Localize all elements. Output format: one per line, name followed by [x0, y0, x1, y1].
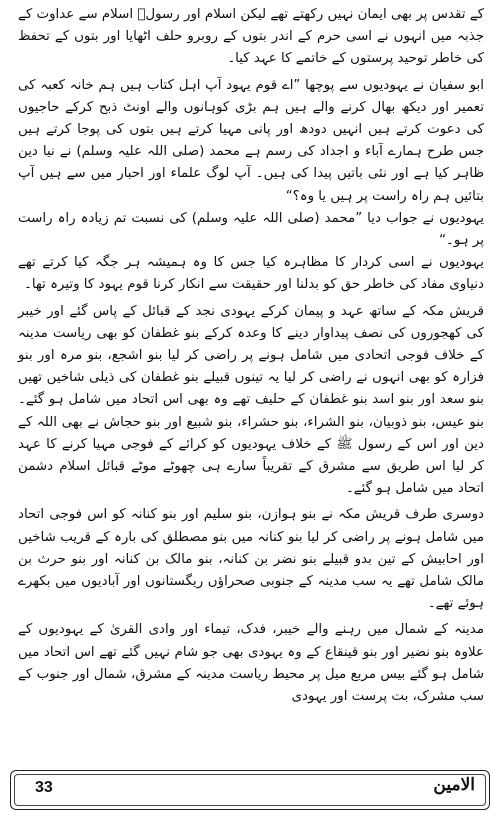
paragraph-1: کے تقدس پر بھی ایمان نہیں رکھتے تھے لیکن اسلام اور رسولؐ اسلام سے عداوت کے جذبہ میں انہوں نے اسی حرم کے اندر بتوں کے روبرو حلف اٹھایا اور بتوں کے تحفظ کی خاطر توحید پرستوں کے خاتمے کا عہد کیا۔ [18, 7, 484, 67]
paragraph-5: قریش مکہ کے ساتھ عہد و پیمان کرکے یہودی نجد کے قبائل کے پاس گئے اور خیبر کی کھجوروں کی نصف پیداوار دینے کا وعدہ کرکے بنو غطفان کو بھی ریاست مدینہ کے خلاف فوجی اتحادی میں شامل ہونے پر راضی کر لیا بنو اشجع، بنو مرہ اور بنو فزارہ کو بھی انہوں نے راضی کر لیا یہ تینوں قبیلے بنو غطفان کی ذیلی شاخیں تھیں بنو سعد اور بنو اسد بنو غطفان کے حلیف تھے وہ بھی اس اتحاد میں شامل ہو گئے۔ بنو عیس، بنو ذوبیان، بنو الشراء، بنو حشراء، بنو شبیع اور بنو حجاش نے بھی اللہ کے دین اور اس کے رسول ﷺ کے خلاف یہودیوں کو کرائے کے فوجی مہیا کرنے کا عہد کر لیا اس طریق سے مشرق کے تقریباً سارے ہی چھوٹے موٹے قبائل اسلام دشمن اتحاد میں شامل ہو گئے۔ [18, 303, 484, 497]
paragraph-4: یہودیوں نے اسی کردار کا مظاہرہ کیا جس کا وہ ہمیشہ ہر جگہ کیا کرتے تھے دنیاوی مفاد کی خاطر حق کو بدلنا اور حقیقت سے انکار کرنا قوم یہود کا وتیرہ تھا۔ [18, 255, 484, 293]
page-number: 33 [35, 779, 53, 796]
magazine-logo: الامین [433, 775, 475, 795]
article-body [18, 4, 484, 708]
footer-frame [14, 774, 486, 806]
paragraph-6: دوسری طرف قریش مکہ نے بنو ہوازن، بنو سلیم اور بنو کنانہ کو اس فوجی اتحاد میں شامل ہونے پر راضی کر لیا بنو کنانہ میں بنو مصطلق کی بارہ کے قریب شاخیں اور احابیش کے تین بدو قبیلے بنو نضر بن کنانہ، بنو مالک بن کنانہ اور بنو حرث بن مالک شامل تھے یہ سب مدینہ کے جنوبی صحراؤں ریگستانوں اور آبادیوں میں بکھرے ہوئے تھے۔ [18, 507, 484, 612]
paragraph-3: یہودیوں نے جواب دیا ”محمد (صلی اللہ علیہ وسلم) کی نسبت تم زیادہ راہ راست پر ہو۔“ [18, 210, 484, 249]
paragraph-7: مدینہ کے شمال میں رہنے والے خیبر، فدک، تیماء اور وادی القریٰ کے یہودیوں کے علاوہ بنو نضیر اور بنو قینقاع کے وہ یہودی بھی جو شام نہیں گئے تھے اس اتحاد میں شامل ہو گئے بیس مربع میل پر محیط ریاست مدینہ کے مشرق، شمال اور جنوب کے سب مشرک، بت پرست اور یہودی [18, 622, 484, 705]
page-footer [10, 770, 490, 810]
paragraph-2: ابو سفیان نے یہودیوں سے پوچھا ”اے قوم یہود آپ اہل کتاب ہیں ہم خانہ کعبہ کی تعمیر اور دیکھ بھال کرنے والے ہیں ہم بڑی کوہانوں والے اونٹ ذبح کرکے حاجیوں کی دعوت کرتے ہیں انہیں دودھ اور پانی مہیا کرتے ہیں بتوں کی پوجا کرتے ہیں جس طرح ہمارے آباء و اجداد کی رسم ہے محمد (صلی اللہ علیہ وسلم) نے نیا دین ظاہر کیا ہے اور نئی باتیں پیدا کی ہیں۔ آپ لوگ علماء اور احبار میں سے ہیں آپ بتائیں ہم راہ راست پر ہیں یا وہ؟“ [18, 77, 484, 204]
